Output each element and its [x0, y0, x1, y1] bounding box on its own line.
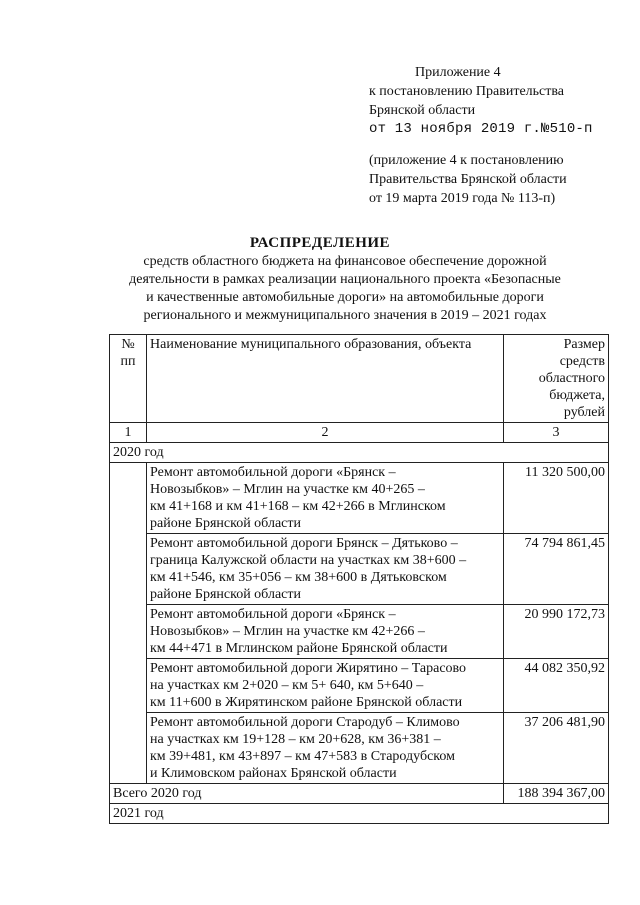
object-amount: 20 990 172,73	[504, 605, 609, 659]
year-label: 2020 год	[110, 443, 609, 463]
row-number-cell	[110, 463, 147, 784]
table-row	[110, 534, 609, 605]
object-line: Ремонт автомобильной дороги Брянск – Дятьково –	[150, 536, 458, 551]
object-line: км 41+546, км 35+056 – км 38+600 в Дятьковском	[150, 570, 447, 585]
total-amount: 188 394 367,00	[504, 784, 609, 804]
document-subtitle	[100, 253, 590, 325]
column-number: 2	[147, 423, 504, 443]
total-row-2020	[110, 784, 609, 804]
object-line: км 11+600 в Жирятинском районе Брянской области	[150, 695, 463, 710]
object-name	[147, 713, 504, 784]
header-number	[110, 335, 147, 423]
total-label: Всего 2020 год	[110, 784, 504, 804]
previous-line: (приложение 4 к постановлению	[369, 153, 564, 168]
header-amount-l5: рублей	[563, 405, 605, 420]
subtitle-line: регионального и межмуниципального значения в 2019 – 2021 годах	[143, 308, 547, 323]
header-number-l1: №	[121, 337, 135, 352]
object-name	[147, 605, 504, 659]
object-line: граница Калужской области на участках км 38+600 –	[150, 553, 467, 568]
object-line: км 39+481, км 43+897 – км 47+583 в Стародубском	[150, 749, 455, 764]
column-number: 1	[110, 423, 147, 443]
table-row	[110, 713, 609, 784]
subtitle-line: средств областного бюджета на финансовое обеспечение дорожной	[143, 254, 547, 269]
table-row	[110, 605, 609, 659]
header-number-l2: пп	[120, 354, 136, 369]
object-line: Ремонт автомобильной дороги Стародуб – Климово	[150, 715, 460, 730]
object-name	[147, 534, 504, 605]
object-amount: 11 320 500,00	[504, 463, 609, 534]
header-name: Наименование муниципального образования, объекта	[147, 335, 504, 423]
object-amount: 44 082 350,92	[504, 659, 609, 713]
header-amount-l4: бюджета,	[549, 388, 605, 403]
object-line: км 41+168 и км 41+168 – км 42+266 в Мглинском	[150, 499, 446, 514]
object-line: Ремонт автомобильной дороги «Брянск –	[150, 607, 396, 622]
subtitle-line: и качественные автомобильные дороги» на автомобильные дороги	[146, 290, 544, 305]
appendix-title: Приложение 4	[415, 65, 501, 80]
distribution-table	[109, 334, 609, 824]
object-line: Ремонт автомобильной дороги «Брянск –	[150, 465, 396, 480]
object-amount: 37 206 481,90	[504, 713, 609, 784]
appendix-block	[369, 63, 629, 139]
object-line: км 44+471 в Мглинском районе Брянской области	[150, 641, 448, 656]
column-number-row	[110, 423, 609, 443]
header-amount-l1: Размер	[563, 337, 605, 352]
header-amount-l2: средств	[559, 354, 605, 369]
object-line: Новозыбков» – Мглин на участке км 42+266 –	[150, 624, 425, 639]
object-name	[147, 659, 504, 713]
year-label: 2021 год	[110, 804, 609, 824]
header-amount	[504, 335, 609, 423]
object-name	[147, 463, 504, 534]
year-row-2020	[110, 443, 609, 463]
document-title: РАСПРЕДЕЛЕНИЕ	[249, 235, 391, 251]
object-line: районе Брянской области	[150, 516, 301, 531]
object-line: районе Брянской области	[150, 587, 301, 602]
object-line: на участках км 19+128 – км 20+628, км 36+381 –	[150, 732, 441, 747]
object-amount: 74 794 861,45	[504, 534, 609, 605]
header-amount-l3: областного	[538, 371, 605, 386]
table-row	[110, 659, 609, 713]
table-header-row	[110, 335, 609, 423]
previous-line: Правительства Брянской области	[369, 172, 567, 187]
appendix-line: Брянской области	[369, 103, 476, 118]
object-line: на участках км 2+020 – км 5+ 640, км 5+640 –	[150, 678, 424, 693]
previous-appendix-note	[369, 151, 629, 208]
appendix-date-number: от 13 ноября 2019 г.№510-п	[369, 121, 593, 137]
year-row-2021	[110, 804, 609, 824]
object-line: Ремонт автомобильной дороги Жирятино – Тарасово	[150, 661, 467, 676]
subtitle-line: деятельности в рамках реализации национального проекта «Безопасные	[129, 272, 561, 287]
table-row	[110, 463, 609, 534]
object-line: Новозыбков» – Мглин на участке км 40+265 –	[150, 482, 425, 497]
appendix-line: к постановлению Правительства	[369, 84, 565, 99]
column-number: 3	[504, 423, 609, 443]
previous-line: от 19 марта 2019 года № 113-п)	[369, 191, 556, 206]
object-line: и Климовском районах Брянской области	[150, 766, 397, 781]
